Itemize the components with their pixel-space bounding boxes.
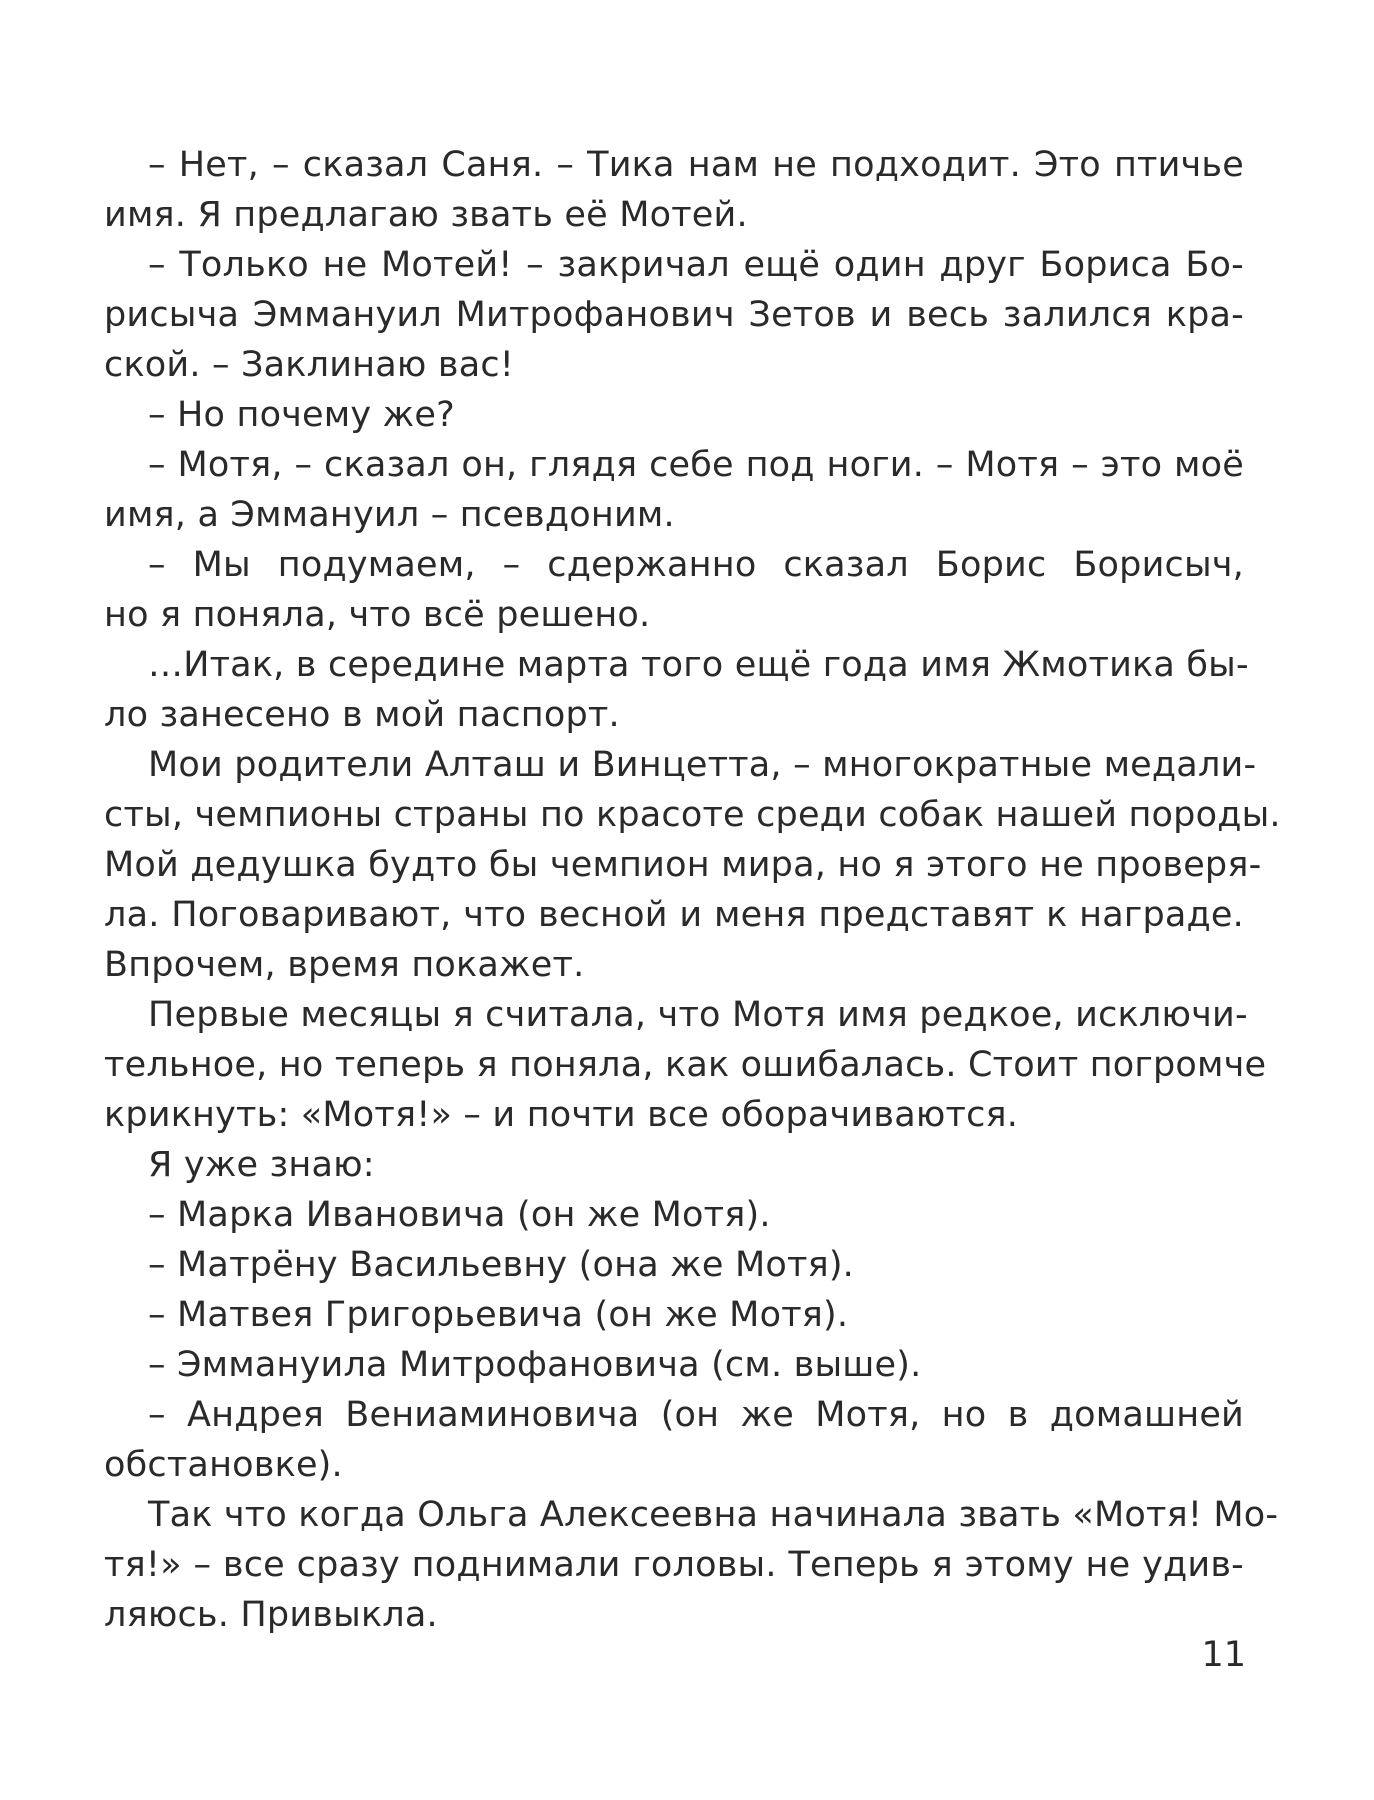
text-line: Первые месяцы я считала, что Мотя имя редкое, исключи- [148, 995, 1248, 1035]
text-line: Мой дедушка будто бы чемпион мира, но я этого не проверя- [104, 845, 1262, 885]
text-line: Так что когда Ольга Алексеевна начинала звать «Мотя! Мо- [148, 1495, 1279, 1535]
text-line: имя. Я предлагаю звать её Мотей. [104, 195, 748, 235]
page-body-text [104, 140, 1281, 1640]
text-line: крикнуть: «Мотя!» – и почти все оборачиваются. [104, 1095, 1019, 1135]
page-number: 11 [1201, 1635, 1246, 1675]
text-line: обстановке). [104, 1445, 343, 1485]
text-line: – Нет, – сказал Саня. – Тика нам не подходит. Это птичье [148, 145, 1244, 185]
text-line: – Мотя, – сказал он, глядя себе под ноги. – Мотя – это моё [148, 445, 1244, 485]
text-line: – Но почему же? [148, 395, 455, 435]
text-line: но я поняла, что всё решено. [104, 595, 651, 635]
text-line: Впрочем, время покажет. [104, 945, 585, 985]
text-line: ляюсь. Привыкла. [104, 1595, 438, 1635]
text-line: Мои родители Алташ и Винцетта, – многократные медали- [148, 745, 1257, 785]
text-line: – Марка Ивановича (он же Мотя). [148, 1195, 771, 1235]
text-line: – Андрея Вениаминовича (он же Мотя, но в домашней [148, 1395, 1244, 1435]
text-line: тельное, но теперь я поняла, как ошибалась. Стоит погромче [104, 1045, 1267, 1085]
text-line: рисыча Эммануил Митрофанович Зетов и весь залился кра- [104, 295, 1244, 335]
text-line: Я уже знаю: [148, 1145, 375, 1185]
text-line: ской. – Заклинаю вас! [104, 345, 515, 385]
text-line: – Эммануила Митрофановича (см. выше). [148, 1345, 922, 1385]
text-line: – Мы подумаем, – сдержанно сказал Борис Борисыч, [148, 545, 1244, 585]
text-line: – Только не Мотей! – закричал ещё один друг Бориса Бо- [148, 245, 1244, 285]
text-line: ла. Поговаривают, что весной и меня представят к награде. [104, 895, 1244, 935]
text-line: …Итак, в середине марта того ещё года имя Жмотика бы- [148, 645, 1249, 685]
text-line: ло занесено в мой паспорт. [104, 695, 620, 735]
text-line: – Матвея Григорьевича (он же Мотя). [148, 1295, 849, 1335]
text-line: – Матрёну Васильевну (она же Мотя). [148, 1245, 855, 1285]
text-line: имя, а Эммануил – псевдоним. [104, 495, 675, 535]
text-line: тя!» – все сразу поднимали головы. Теперь я этому не удив- [104, 1545, 1244, 1585]
text-line: сты, чемпионы страны по красоте среди собак нашей породы. [104, 795, 1281, 835]
